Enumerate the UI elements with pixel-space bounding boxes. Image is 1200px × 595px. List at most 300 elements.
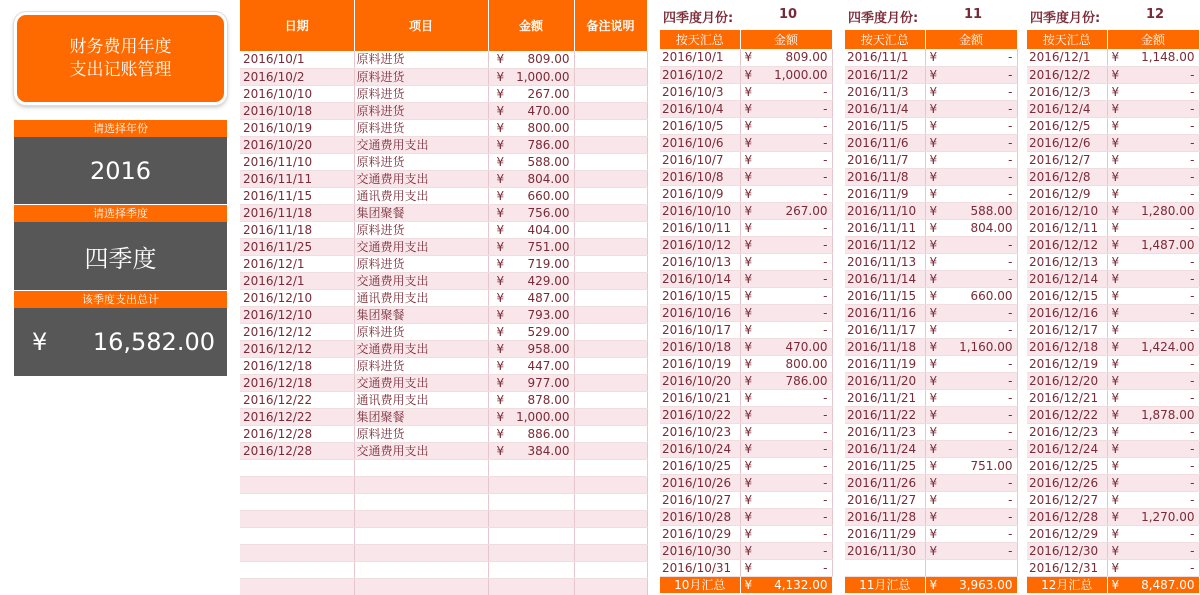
- day-row[interactable]: [660, 185, 832, 202]
- day-date-cell[interactable]: 2016/11/23: [845, 423, 925, 440]
- ledger-date-cell[interactable]: 2016/12/12: [240, 340, 354, 357]
- day-amount-cell[interactable]: [925, 372, 1017, 389]
- day-date-cell[interactable]: 2016/12/23: [1027, 423, 1107, 440]
- ledger-note-cell[interactable]: [574, 68, 647, 85]
- ledger-item-cell[interactable]: 交通费用支出: [354, 442, 488, 459]
- day-date-cell[interactable]: 2016/11/2: [845, 66, 925, 83]
- ledger-date-cell[interactable]: 2016/10/19: [240, 119, 354, 136]
- day-date-cell[interactable]: 2016/11/12: [845, 236, 925, 253]
- day-row[interactable]: [1027, 525, 1199, 542]
- ledger-item-cell[interactable]: 原料进货: [354, 153, 488, 170]
- day-amount-cell[interactable]: [740, 270, 832, 287]
- day-row[interactable]: [1027, 355, 1199, 372]
- ledger-item-cell[interactable]: 通讯费用支出: [354, 187, 488, 204]
- ledger-row[interactable]: [240, 204, 647, 221]
- ledger-amount-cell[interactable]: [488, 136, 574, 153]
- day-date-cell[interactable]: 2016/11/28: [845, 508, 925, 525]
- day-date-cell[interactable]: 2016/11/20: [845, 372, 925, 389]
- day-row[interactable]: [660, 202, 832, 219]
- day-row[interactable]: [845, 236, 1017, 253]
- day-date-cell[interactable]: 2016/12/11: [1027, 219, 1107, 236]
- day-date-cell[interactable]: 2016/12/12: [1027, 236, 1107, 253]
- day-row[interactable]: [1027, 559, 1199, 576]
- day-amount-cell[interactable]: [1107, 66, 1199, 83]
- day-date-cell[interactable]: 2016/12/5: [1027, 117, 1107, 134]
- day-date-cell[interactable]: 2016/10/14: [660, 270, 740, 287]
- day-row[interactable]: [845, 372, 1017, 389]
- day-amount-cell[interactable]: [740, 83, 832, 100]
- day-date-cell[interactable]: 2016/12/8: [1027, 168, 1107, 185]
- day-amount-cell[interactable]: [925, 559, 1017, 576]
- ledger-amount-cell[interactable]: [488, 255, 574, 272]
- day-amount-cell[interactable]: [925, 202, 1017, 219]
- day-amount-cell[interactable]: [925, 100, 1017, 117]
- ledger-amount-cell[interactable]: [488, 85, 574, 102]
- day-date-cell[interactable]: 2016/10/3: [660, 83, 740, 100]
- day-date-cell[interactable]: 2016/12/20: [1027, 372, 1107, 389]
- day-row[interactable]: [1027, 304, 1199, 321]
- day-amount-cell[interactable]: [740, 100, 832, 117]
- ledger-row[interactable]: [240, 442, 647, 459]
- day-date-cell[interactable]: 2016/12/1: [1027, 49, 1107, 66]
- day-amount-cell[interactable]: [1107, 559, 1199, 576]
- day-date-cell[interactable]: 2016/11/1: [845, 49, 925, 66]
- ledger-item-cell[interactable]: 原料进货: [354, 85, 488, 102]
- ledger-row[interactable]: [240, 221, 647, 238]
- day-date-cell[interactable]: 2016/10/25: [660, 457, 740, 474]
- month-number[interactable]: 12: [1146, 7, 1165, 22]
- ledger-row-empty[interactable]: [240, 476, 647, 493]
- day-amount-cell[interactable]: [740, 134, 832, 151]
- ledger-date-cell[interactable]: 2016/12/1: [240, 255, 354, 272]
- day-date-cell[interactable]: 2016/12/30: [1027, 542, 1107, 559]
- day-amount-cell[interactable]: [1107, 508, 1199, 525]
- day-amount-cell[interactable]: [740, 406, 832, 423]
- ledger-amount-cell[interactable]: [488, 425, 574, 442]
- day-amount-cell[interactable]: [925, 253, 1017, 270]
- day-row[interactable]: [1027, 406, 1199, 423]
- ledger-date-cell[interactable]: 2016/12/28: [240, 442, 354, 459]
- day-row[interactable]: [1027, 389, 1199, 406]
- day-row[interactable]: [660, 270, 832, 287]
- ledger-date-cell[interactable]: [240, 578, 354, 595]
- day-amount-cell[interactable]: [740, 321, 832, 338]
- ledger-item-cell[interactable]: 原料进货: [354, 221, 488, 238]
- day-amount-cell[interactable]: [740, 372, 832, 389]
- day-amount-cell[interactable]: [925, 338, 1017, 355]
- day-date-cell[interactable]: 2016/11/21: [845, 389, 925, 406]
- day-row[interactable]: [660, 287, 832, 304]
- day-amount-cell[interactable]: [1107, 151, 1199, 168]
- ledger-note-cell[interactable]: [574, 408, 647, 425]
- day-date-cell[interactable]: 2016/10/1: [660, 49, 740, 66]
- day-date-cell[interactable]: 2016/12/7: [1027, 151, 1107, 168]
- day-date-cell[interactable]: 2016/11/17: [845, 321, 925, 338]
- day-date-cell[interactable]: 2016/10/24: [660, 440, 740, 457]
- ledger-item-cell[interactable]: [354, 527, 488, 544]
- ledger-date-cell[interactable]: 2016/12/28: [240, 425, 354, 442]
- day-amount-cell[interactable]: [1107, 168, 1199, 185]
- ledger-note-cell[interactable]: [574, 136, 647, 153]
- day-row[interactable]: [660, 236, 832, 253]
- ledger-row[interactable]: [240, 323, 647, 340]
- ledger-item-cell[interactable]: 集团聚餐: [354, 306, 488, 323]
- day-row[interactable]: [845, 355, 1017, 372]
- day-amount-cell[interactable]: [740, 457, 832, 474]
- day-row[interactable]: [845, 151, 1017, 168]
- ledger-note-cell[interactable]: [574, 510, 647, 527]
- ledger-item-cell[interactable]: 原料进货: [354, 357, 488, 374]
- ledger-date-cell[interactable]: 2016/10/10: [240, 85, 354, 102]
- day-row[interactable]: [845, 304, 1017, 321]
- day-date-cell[interactable]: 2016/10/7: [660, 151, 740, 168]
- day-amount-cell[interactable]: [1107, 406, 1199, 423]
- month-number[interactable]: 10: [779, 7, 798, 22]
- day-row[interactable]: [845, 423, 1017, 440]
- ledger-amount-cell[interactable]: [488, 544, 574, 561]
- ledger-amount-cell[interactable]: [488, 527, 574, 544]
- day-row[interactable]: [845, 559, 1017, 576]
- ledger-note-cell[interactable]: [574, 170, 647, 187]
- day-amount-cell[interactable]: [925, 219, 1017, 236]
- ledger-amount-cell[interactable]: [488, 238, 574, 255]
- ledger-note-cell[interactable]: [574, 459, 647, 476]
- day-date-cell[interactable]: 2016/11/24: [845, 440, 925, 457]
- day-amount-cell[interactable]: [925, 117, 1017, 134]
- ledger-amount-cell[interactable]: [488, 289, 574, 306]
- day-date-cell[interactable]: 2016/11/27: [845, 491, 925, 508]
- day-row[interactable]: [845, 321, 1017, 338]
- day-date-cell[interactable]: 2016/10/21: [660, 389, 740, 406]
- day-date-cell[interactable]: 2016/11/14: [845, 270, 925, 287]
- day-row[interactable]: [660, 100, 832, 117]
- day-row[interactable]: [1027, 134, 1199, 151]
- ledger-date-cell[interactable]: 2016/11/18: [240, 204, 354, 221]
- day-date-cell[interactable]: 2016/12/22: [1027, 406, 1107, 423]
- ledger-row-empty[interactable]: [240, 544, 647, 561]
- ledger-date-cell[interactable]: 2016/12/12: [240, 323, 354, 340]
- day-row[interactable]: [660, 525, 832, 542]
- day-amount-cell[interactable]: [1107, 117, 1199, 134]
- ledger-item-cell[interactable]: 原料进货: [354, 119, 488, 136]
- ledger-amount-cell[interactable]: [488, 561, 574, 578]
- ledger-note-cell[interactable]: [574, 289, 647, 306]
- ledger-date-cell[interactable]: [240, 544, 354, 561]
- day-date-cell[interactable]: 2016/10/23: [660, 423, 740, 440]
- day-amount-cell[interactable]: [925, 423, 1017, 440]
- day-date-cell[interactable]: 2016/12/16: [1027, 304, 1107, 321]
- day-amount-cell[interactable]: [740, 304, 832, 321]
- day-row[interactable]: [845, 66, 1017, 83]
- ledger-date-cell[interactable]: 2016/12/10: [240, 306, 354, 323]
- day-row[interactable]: [1027, 474, 1199, 491]
- day-row[interactable]: [845, 100, 1017, 117]
- ledger-amount-cell[interactable]: [488, 68, 574, 85]
- day-amount-cell[interactable]: [925, 151, 1017, 168]
- day-amount-cell[interactable]: [1107, 457, 1199, 474]
- day-date-cell[interactable]: 2016/12/6: [1027, 134, 1107, 151]
- ledger-row-empty[interactable]: [240, 493, 647, 510]
- ledger-note-cell[interactable]: [574, 357, 647, 374]
- day-row[interactable]: [845, 474, 1017, 491]
- day-amount-cell[interactable]: [740, 525, 832, 542]
- day-amount-cell[interactable]: [1107, 236, 1199, 253]
- ledger-item-cell[interactable]: 交通费用支出: [354, 136, 488, 153]
- ledger-date-cell[interactable]: 2016/11/15: [240, 187, 354, 204]
- day-amount-cell[interactable]: [740, 559, 832, 576]
- day-date-cell[interactable]: 2016/11/29: [845, 525, 925, 542]
- ledger-row-empty[interactable]: [240, 578, 647, 595]
- ledger-amount-cell[interactable]: [488, 51, 574, 68]
- day-date-cell[interactable]: 2016/11/13: [845, 253, 925, 270]
- day-date-cell[interactable]: 2016/11/22: [845, 406, 925, 423]
- day-amount-cell[interactable]: [1107, 185, 1199, 202]
- day-amount-cell[interactable]: [1107, 355, 1199, 372]
- day-amount-cell[interactable]: [1107, 440, 1199, 457]
- year-select[interactable]: [14, 137, 227, 204]
- day-row[interactable]: [660, 219, 832, 236]
- ledger-note-cell[interactable]: [574, 323, 647, 340]
- day-row[interactable]: [845, 406, 1017, 423]
- ledger-note-cell[interactable]: [574, 374, 647, 391]
- day-amount-cell[interactable]: [925, 83, 1017, 100]
- ledger-row[interactable]: [240, 391, 647, 408]
- ledger-amount-cell[interactable]: [488, 459, 574, 476]
- ledger-note-cell[interactable]: [574, 204, 647, 221]
- quarter-select[interactable]: [14, 222, 227, 290]
- day-amount-cell[interactable]: [925, 270, 1017, 287]
- day-row[interactable]: [660, 134, 832, 151]
- ledger-row[interactable]: [240, 306, 647, 323]
- ledger-date-cell[interactable]: [240, 493, 354, 510]
- ledger-amount-cell[interactable]: [488, 510, 574, 527]
- day-date-cell[interactable]: 2016/11/15: [845, 287, 925, 304]
- day-row[interactable]: [660, 508, 832, 525]
- ledger-amount-cell[interactable]: [488, 221, 574, 238]
- day-amount-cell[interactable]: [1107, 100, 1199, 117]
- day-row[interactable]: [660, 321, 832, 338]
- ledger-note-cell[interactable]: [574, 221, 647, 238]
- ledger-row[interactable]: [240, 51, 647, 68]
- ledger-row-empty[interactable]: [240, 510, 647, 527]
- day-date-cell[interactable]: 2016/10/28: [660, 508, 740, 525]
- day-amount-cell[interactable]: [740, 168, 832, 185]
- day-row[interactable]: [1027, 185, 1199, 202]
- day-amount-cell[interactable]: [1107, 338, 1199, 355]
- ledger-item-cell[interactable]: 集团聚餐: [354, 204, 488, 221]
- ledger-item-cell[interactable]: [354, 544, 488, 561]
- day-date-cell[interactable]: 2016/10/13: [660, 253, 740, 270]
- day-row[interactable]: [1027, 508, 1199, 525]
- ledger-note-cell[interactable]: [574, 255, 647, 272]
- ledger-row[interactable]: [240, 255, 647, 272]
- ledger-amount-cell[interactable]: [488, 153, 574, 170]
- day-row[interactable]: [660, 423, 832, 440]
- day-amount-cell[interactable]: [740, 491, 832, 508]
- ledger-amount-cell[interactable]: [488, 119, 574, 136]
- ledger-row[interactable]: [240, 272, 647, 289]
- day-date-cell[interactable]: 2016/12/14: [1027, 270, 1107, 287]
- ledger-date-cell[interactable]: 2016/11/25: [240, 238, 354, 255]
- ledger-row-empty[interactable]: [240, 527, 647, 544]
- ledger-row[interactable]: [240, 187, 647, 204]
- ledger-item-cell[interactable]: 原料进货: [354, 51, 488, 68]
- ledger-note-cell[interactable]: [574, 493, 647, 510]
- day-row[interactable]: [1027, 270, 1199, 287]
- ledger-amount-cell[interactable]: [488, 493, 574, 510]
- ledger-row[interactable]: [240, 238, 647, 255]
- ledger-date-cell[interactable]: 2016/12/18: [240, 374, 354, 391]
- day-date-cell[interactable]: 2016/12/4: [1027, 100, 1107, 117]
- day-row[interactable]: [660, 457, 832, 474]
- day-date-cell[interactable]: 2016/11/6: [845, 134, 925, 151]
- day-row[interactable]: [845, 49, 1017, 66]
- day-row[interactable]: [1027, 100, 1199, 117]
- day-amount-cell[interactable]: [925, 168, 1017, 185]
- ledger-note-cell[interactable]: [574, 272, 647, 289]
- ledger-item-cell[interactable]: 原料进货: [354, 102, 488, 119]
- day-row[interactable]: [845, 440, 1017, 457]
- ledger-date-cell[interactable]: 2016/12/22: [240, 391, 354, 408]
- day-row[interactable]: [660, 474, 832, 491]
- day-amount-cell[interactable]: [925, 525, 1017, 542]
- day-row[interactable]: [1027, 491, 1199, 508]
- day-date-cell[interactable]: 2016/12/2: [1027, 66, 1107, 83]
- day-row[interactable]: [845, 253, 1017, 270]
- day-date-cell[interactable]: 2016/10/20: [660, 372, 740, 389]
- day-amount-cell[interactable]: [925, 474, 1017, 491]
- ledger-date-cell[interactable]: [240, 459, 354, 476]
- day-date-cell[interactable]: 2016/10/8: [660, 168, 740, 185]
- day-amount-cell[interactable]: [925, 66, 1017, 83]
- day-date-cell[interactable]: 2016/10/9: [660, 185, 740, 202]
- ledger-row[interactable]: [240, 170, 647, 187]
- day-amount-cell[interactable]: [740, 440, 832, 457]
- ledger-amount-cell[interactable]: [488, 340, 574, 357]
- day-amount-cell[interactable]: [925, 440, 1017, 457]
- day-row[interactable]: [660, 542, 832, 559]
- ledger-row[interactable]: [240, 136, 647, 153]
- day-amount-cell[interactable]: [925, 406, 1017, 423]
- ledger-item-cell[interactable]: 交通费用支出: [354, 272, 488, 289]
- day-row[interactable]: [845, 185, 1017, 202]
- ledger-note-cell[interactable]: [574, 51, 647, 68]
- day-amount-cell[interactable]: [1107, 491, 1199, 508]
- ledger-item-cell[interactable]: 交通费用支出: [354, 238, 488, 255]
- ledger-item-cell[interactable]: [354, 561, 488, 578]
- ledger-amount-cell[interactable]: [488, 170, 574, 187]
- ledger-date-cell[interactable]: 2016/12/10: [240, 289, 354, 306]
- day-amount-cell[interactable]: [740, 423, 832, 440]
- day-date-cell[interactable]: 2016/12/17: [1027, 321, 1107, 338]
- day-date-cell[interactable]: 2016/10/6: [660, 134, 740, 151]
- day-date-cell[interactable]: 2016/11/4: [845, 100, 925, 117]
- day-date-cell[interactable]: 2016/10/26: [660, 474, 740, 491]
- ledger-row[interactable]: [240, 408, 647, 425]
- day-date-cell[interactable]: [845, 559, 925, 576]
- day-row[interactable]: [845, 270, 1017, 287]
- ledger-amount-cell[interactable]: [488, 578, 574, 595]
- day-date-cell[interactable]: 2016/11/18: [845, 338, 925, 355]
- day-amount-cell[interactable]: [1107, 321, 1199, 338]
- day-row[interactable]: [1027, 542, 1199, 559]
- ledger-note-cell[interactable]: [574, 340, 647, 357]
- ledger-note-cell[interactable]: [574, 306, 647, 323]
- day-row[interactable]: [1027, 219, 1199, 236]
- day-row[interactable]: [660, 49, 832, 66]
- day-date-cell[interactable]: 2016/11/3: [845, 83, 925, 100]
- day-amount-cell[interactable]: [925, 236, 1017, 253]
- ledger-row[interactable]: [240, 85, 647, 102]
- day-amount-cell[interactable]: [1107, 134, 1199, 151]
- day-row[interactable]: [660, 253, 832, 270]
- ledger-note-cell[interactable]: [574, 102, 647, 119]
- ledger-note-cell[interactable]: [574, 85, 647, 102]
- day-row[interactable]: [660, 406, 832, 423]
- day-amount-cell[interactable]: [740, 185, 832, 202]
- day-row[interactable]: [660, 372, 832, 389]
- ledger-item-cell[interactable]: 原料进货: [354, 255, 488, 272]
- day-amount-cell[interactable]: [1107, 389, 1199, 406]
- day-date-cell[interactable]: 2016/12/3: [1027, 83, 1107, 100]
- ledger-note-cell[interactable]: [574, 442, 647, 459]
- day-date-cell[interactable]: 2016/11/26: [845, 474, 925, 491]
- day-row[interactable]: [845, 508, 1017, 525]
- day-date-cell[interactable]: 2016/10/10: [660, 202, 740, 219]
- day-amount-cell[interactable]: [740, 355, 832, 372]
- day-amount-cell[interactable]: [1107, 83, 1199, 100]
- day-row[interactable]: [845, 117, 1017, 134]
- ledger-item-cell[interactable]: 交通费用支出: [354, 374, 488, 391]
- day-row[interactable]: [1027, 117, 1199, 134]
- ledger-row[interactable]: [240, 68, 647, 85]
- day-row[interactable]: [660, 151, 832, 168]
- ledger-amount-cell[interactable]: [488, 357, 574, 374]
- ledger-date-cell[interactable]: [240, 527, 354, 544]
- day-date-cell[interactable]: 2016/11/9: [845, 185, 925, 202]
- day-amount-cell[interactable]: [1107, 525, 1199, 542]
- day-row[interactable]: [1027, 66, 1199, 83]
- day-row[interactable]: [1027, 253, 1199, 270]
- day-amount-cell[interactable]: [740, 253, 832, 270]
- day-date-cell[interactable]: 2016/12/29: [1027, 525, 1107, 542]
- ledger-date-cell[interactable]: 2016/10/18: [240, 102, 354, 119]
- ledger-row-empty[interactable]: [240, 459, 647, 476]
- day-date-cell[interactable]: 2016/10/2: [660, 66, 740, 83]
- day-date-cell[interactable]: 2016/11/7: [845, 151, 925, 168]
- ledger-note-cell[interactable]: [574, 561, 647, 578]
- day-date-cell[interactable]: 2016/10/5: [660, 117, 740, 134]
- day-date-cell[interactable]: 2016/11/19: [845, 355, 925, 372]
- day-amount-cell[interactable]: [925, 134, 1017, 151]
- day-row[interactable]: [1027, 372, 1199, 389]
- day-date-cell[interactable]: 2016/12/26: [1027, 474, 1107, 491]
- day-date-cell[interactable]: 2016/10/19: [660, 355, 740, 372]
- day-amount-cell[interactable]: [740, 508, 832, 525]
- ledger-note-cell[interactable]: [574, 119, 647, 136]
- day-amount-cell[interactable]: [740, 236, 832, 253]
- ledger-date-cell[interactable]: [240, 561, 354, 578]
- day-row[interactable]: [660, 559, 832, 576]
- ledger-date-cell[interactable]: [240, 510, 354, 527]
- day-row[interactable]: [660, 83, 832, 100]
- day-date-cell[interactable]: 2016/12/31: [1027, 559, 1107, 576]
- ledger-date-cell[interactable]: 2016/11/11: [240, 170, 354, 187]
- ledger-note-cell[interactable]: [574, 238, 647, 255]
- ledger-item-cell[interactable]: [354, 510, 488, 527]
- day-amount-cell[interactable]: [1107, 304, 1199, 321]
- day-date-cell[interactable]: 2016/12/9: [1027, 185, 1107, 202]
